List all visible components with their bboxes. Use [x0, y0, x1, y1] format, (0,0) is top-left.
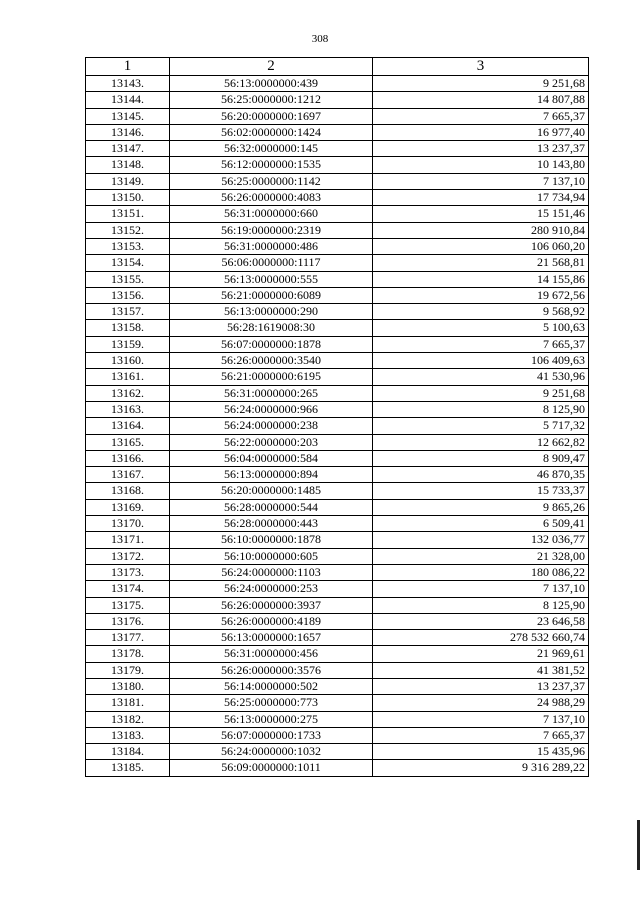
- value-cell: 6 509,41: [373, 516, 589, 532]
- table-row: [86, 516, 589, 532]
- value-cell: 8 125,90: [373, 401, 589, 417]
- value-cell: 14 807,88: [373, 92, 589, 108]
- value-cell: 106 409,63: [373, 353, 589, 369]
- table-row: [86, 369, 589, 385]
- column-header-2: 2: [170, 58, 373, 76]
- table-row: [86, 711, 589, 727]
- row-number: 13153.: [86, 238, 170, 254]
- table-row: [86, 336, 589, 352]
- row-number: 13154.: [86, 255, 170, 271]
- table-row: [86, 548, 589, 564]
- table-row: [86, 385, 589, 401]
- table-row: [86, 271, 589, 287]
- cadastral-number: 56:13:0000000:439: [170, 76, 373, 92]
- table-row: [86, 157, 589, 173]
- row-number: 13170.: [86, 516, 170, 532]
- cadastral-number: 56:07:0000000:1733: [170, 727, 373, 743]
- row-number: 13168.: [86, 483, 170, 499]
- row-number: 13164.: [86, 418, 170, 434]
- row-number: 13180.: [86, 678, 170, 694]
- table-body: [86, 76, 589, 777]
- row-number: 13176.: [86, 613, 170, 629]
- cadastral-number: 56:02:0000000:1424: [170, 124, 373, 140]
- row-number: 13155.: [86, 271, 170, 287]
- table-row: [86, 173, 589, 189]
- cadastral-number: 56:31:0000000:265: [170, 385, 373, 401]
- value-cell: 106 060,20: [373, 238, 589, 254]
- cadastral-number: 56:26:0000000:3576: [170, 662, 373, 678]
- cadastral-number: 56:25:0000000:1142: [170, 173, 373, 189]
- value-cell: 5 717,32: [373, 418, 589, 434]
- table-row: [86, 222, 589, 238]
- cadastral-number: 56:09:0000000:1011: [170, 760, 373, 776]
- value-cell: 5 100,63: [373, 320, 589, 336]
- table-row: [86, 304, 589, 320]
- table-row: [86, 467, 589, 483]
- table-row: [86, 532, 589, 548]
- column-header-1: 1: [86, 58, 170, 76]
- row-number: 13165.: [86, 434, 170, 450]
- table-row: [86, 287, 589, 303]
- table-row: [86, 597, 589, 613]
- row-number: 13163.: [86, 401, 170, 417]
- value-cell: 41 530,96: [373, 369, 589, 385]
- value-cell: 19 672,56: [373, 287, 589, 303]
- cadastral-number: 56:04:0000000:584: [170, 450, 373, 466]
- cadastral-number: 56:20:0000000:1485: [170, 483, 373, 499]
- row-number: 13148.: [86, 157, 170, 173]
- row-number: 13152.: [86, 222, 170, 238]
- registry-table: [85, 57, 589, 777]
- value-cell: 13 237,37: [373, 678, 589, 694]
- row-number: 13178.: [86, 646, 170, 662]
- row-number: 13160.: [86, 353, 170, 369]
- value-cell: 7 665,37: [373, 108, 589, 124]
- value-cell: 7 665,37: [373, 727, 589, 743]
- table-row: [86, 418, 589, 434]
- table-row: [86, 564, 589, 580]
- cadastral-number: 56:24:0000000:1103: [170, 564, 373, 580]
- table-row: [86, 630, 589, 646]
- table-row: [86, 727, 589, 743]
- row-number: 13173.: [86, 564, 170, 580]
- header-row: [86, 58, 589, 76]
- table-row: [86, 124, 589, 140]
- row-number: 13157.: [86, 304, 170, 320]
- value-cell: 21 568,81: [373, 255, 589, 271]
- value-cell: 23 646,58: [373, 613, 589, 629]
- value-cell: 21 969,61: [373, 646, 589, 662]
- cadastral-number: 56:22:0000000:203: [170, 434, 373, 450]
- value-cell: 14 155,86: [373, 271, 589, 287]
- value-cell: 9 568,92: [373, 304, 589, 320]
- cadastral-number: 56:13:0000000:555: [170, 271, 373, 287]
- value-cell: 24 988,29: [373, 695, 589, 711]
- value-cell: 46 870,35: [373, 467, 589, 483]
- row-number: 13166.: [86, 450, 170, 466]
- value-cell: 41 381,52: [373, 662, 589, 678]
- cadastral-number: 56:19:0000000:2319: [170, 222, 373, 238]
- cadastral-number: 56:26:0000000:3937: [170, 597, 373, 613]
- value-cell: 17 734,94: [373, 190, 589, 206]
- row-number: 13181.: [86, 695, 170, 711]
- cadastral-number: 56:20:0000000:1697: [170, 108, 373, 124]
- value-cell: 21 328,00: [373, 548, 589, 564]
- table-row: [86, 613, 589, 629]
- value-cell: 180 086,22: [373, 564, 589, 580]
- cadastral-number: 56:07:0000000:1878: [170, 336, 373, 352]
- row-number: 13146.: [86, 124, 170, 140]
- cadastral-number: 56:31:0000000:486: [170, 238, 373, 254]
- table-row: [86, 662, 589, 678]
- cadastral-number: 56:26:0000000:3540: [170, 353, 373, 369]
- row-number: 13174.: [86, 581, 170, 597]
- table-row: [86, 646, 589, 662]
- table-row: [86, 581, 589, 597]
- value-cell: 280 910,84: [373, 222, 589, 238]
- row-number: 13151.: [86, 206, 170, 222]
- value-cell: 7 137,10: [373, 581, 589, 597]
- cadastral-number: 56:13:0000000:1657: [170, 630, 373, 646]
- table-row: [86, 401, 589, 417]
- table-row: [86, 760, 589, 776]
- value-cell: 7 137,10: [373, 173, 589, 189]
- row-number: 13183.: [86, 727, 170, 743]
- cadastral-number: 56:13:0000000:290: [170, 304, 373, 320]
- row-number: 13145.: [86, 108, 170, 124]
- row-number: 13150.: [86, 190, 170, 206]
- row-number: 13177.: [86, 630, 170, 646]
- table-row: [86, 499, 589, 515]
- row-number: 13172.: [86, 548, 170, 564]
- table-row: [86, 206, 589, 222]
- value-cell: 15 151,46: [373, 206, 589, 222]
- value-cell: 15 733,37: [373, 483, 589, 499]
- value-cell: 12 662,82: [373, 434, 589, 450]
- row-number: 13169.: [86, 499, 170, 515]
- table-row: [86, 320, 589, 336]
- table-row: [86, 76, 589, 92]
- value-cell: 132 036,77: [373, 532, 589, 548]
- value-cell: 7 137,10: [373, 711, 589, 727]
- cadastral-number: 56:25:0000000:773: [170, 695, 373, 711]
- value-cell: 16 977,40: [373, 124, 589, 140]
- value-cell: 9 316 289,22: [373, 760, 589, 776]
- value-cell: 7 665,37: [373, 336, 589, 352]
- cadastral-number: 56:24:0000000:238: [170, 418, 373, 434]
- table-row: [86, 353, 589, 369]
- cadastral-number: 56:24:0000000:253: [170, 581, 373, 597]
- cadastral-number: 56:10:0000000:605: [170, 548, 373, 564]
- table-row: [86, 190, 589, 206]
- row-number: 13184.: [86, 744, 170, 760]
- table-row: [86, 141, 589, 157]
- cadastral-number: 56:24:0000000:1032: [170, 744, 373, 760]
- table-row: [86, 434, 589, 450]
- cadastral-number: 56:24:0000000:966: [170, 401, 373, 417]
- table-row: [86, 744, 589, 760]
- cadastral-number: 56:25:0000000:1212: [170, 92, 373, 108]
- row-number: 13147.: [86, 141, 170, 157]
- row-number: 13182.: [86, 711, 170, 727]
- value-cell: 9 251,68: [373, 385, 589, 401]
- table-row: [86, 450, 589, 466]
- cadastral-number: 56:26:0000000:4083: [170, 190, 373, 206]
- value-cell: 13 237,37: [373, 141, 589, 157]
- cadastral-number: 56:28:1619008:30: [170, 320, 373, 336]
- cadastral-number: 56:21:0000000:6089: [170, 287, 373, 303]
- value-cell: 8 909,47: [373, 450, 589, 466]
- table-row: [86, 695, 589, 711]
- cadastral-number: 56:14:0000000:502: [170, 678, 373, 694]
- cadastral-number: 56:13:0000000:275: [170, 711, 373, 727]
- table-row: [86, 108, 589, 124]
- value-cell: 15 435,96: [373, 744, 589, 760]
- row-number: 13159.: [86, 336, 170, 352]
- cadastral-number: 56:28:0000000:544: [170, 499, 373, 515]
- value-cell: 10 143,80: [373, 157, 589, 173]
- row-number: 13179.: [86, 662, 170, 678]
- value-cell: 9 865,26: [373, 499, 589, 515]
- row-number: 13161.: [86, 369, 170, 385]
- row-number: 13162.: [86, 385, 170, 401]
- cadastral-number: 56:12:0000000:1535: [170, 157, 373, 173]
- value-cell: 9 251,68: [373, 76, 589, 92]
- row-number: 13171.: [86, 532, 170, 548]
- cadastral-number: 56:31:0000000:660: [170, 206, 373, 222]
- table-row: [86, 255, 589, 271]
- row-number: 13158.: [86, 320, 170, 336]
- row-number: 13175.: [86, 597, 170, 613]
- row-number: 13143.: [86, 76, 170, 92]
- table-row: [86, 238, 589, 254]
- cadastral-number: 56:26:0000000:4189: [170, 613, 373, 629]
- table-row: [86, 92, 589, 108]
- cadastral-number: 56:10:0000000:1878: [170, 532, 373, 548]
- table-row: [86, 483, 589, 499]
- page-number: 308: [311, 33, 329, 45]
- cadastral-number: 56:13:0000000:894: [170, 467, 373, 483]
- row-number: 13156.: [86, 287, 170, 303]
- column-header-3: 3: [373, 58, 589, 76]
- table-row: [86, 678, 589, 694]
- cadastral-number: 56:32:0000000:145: [170, 141, 373, 157]
- row-number: 13149.: [86, 173, 170, 189]
- row-number: 13185.: [86, 760, 170, 776]
- value-cell: 278 532 660,74: [373, 630, 589, 646]
- cadastral-number: 56:21:0000000:6195: [170, 369, 373, 385]
- row-number: 13167.: [86, 467, 170, 483]
- cadastral-number: 56:31:0000000:456: [170, 646, 373, 662]
- value-cell: 8 125,90: [373, 597, 589, 613]
- cadastral-number: 56:06:0000000:1117: [170, 255, 373, 271]
- row-number: 13144.: [86, 92, 170, 108]
- cadastral-number: 56:28:0000000:443: [170, 516, 373, 532]
